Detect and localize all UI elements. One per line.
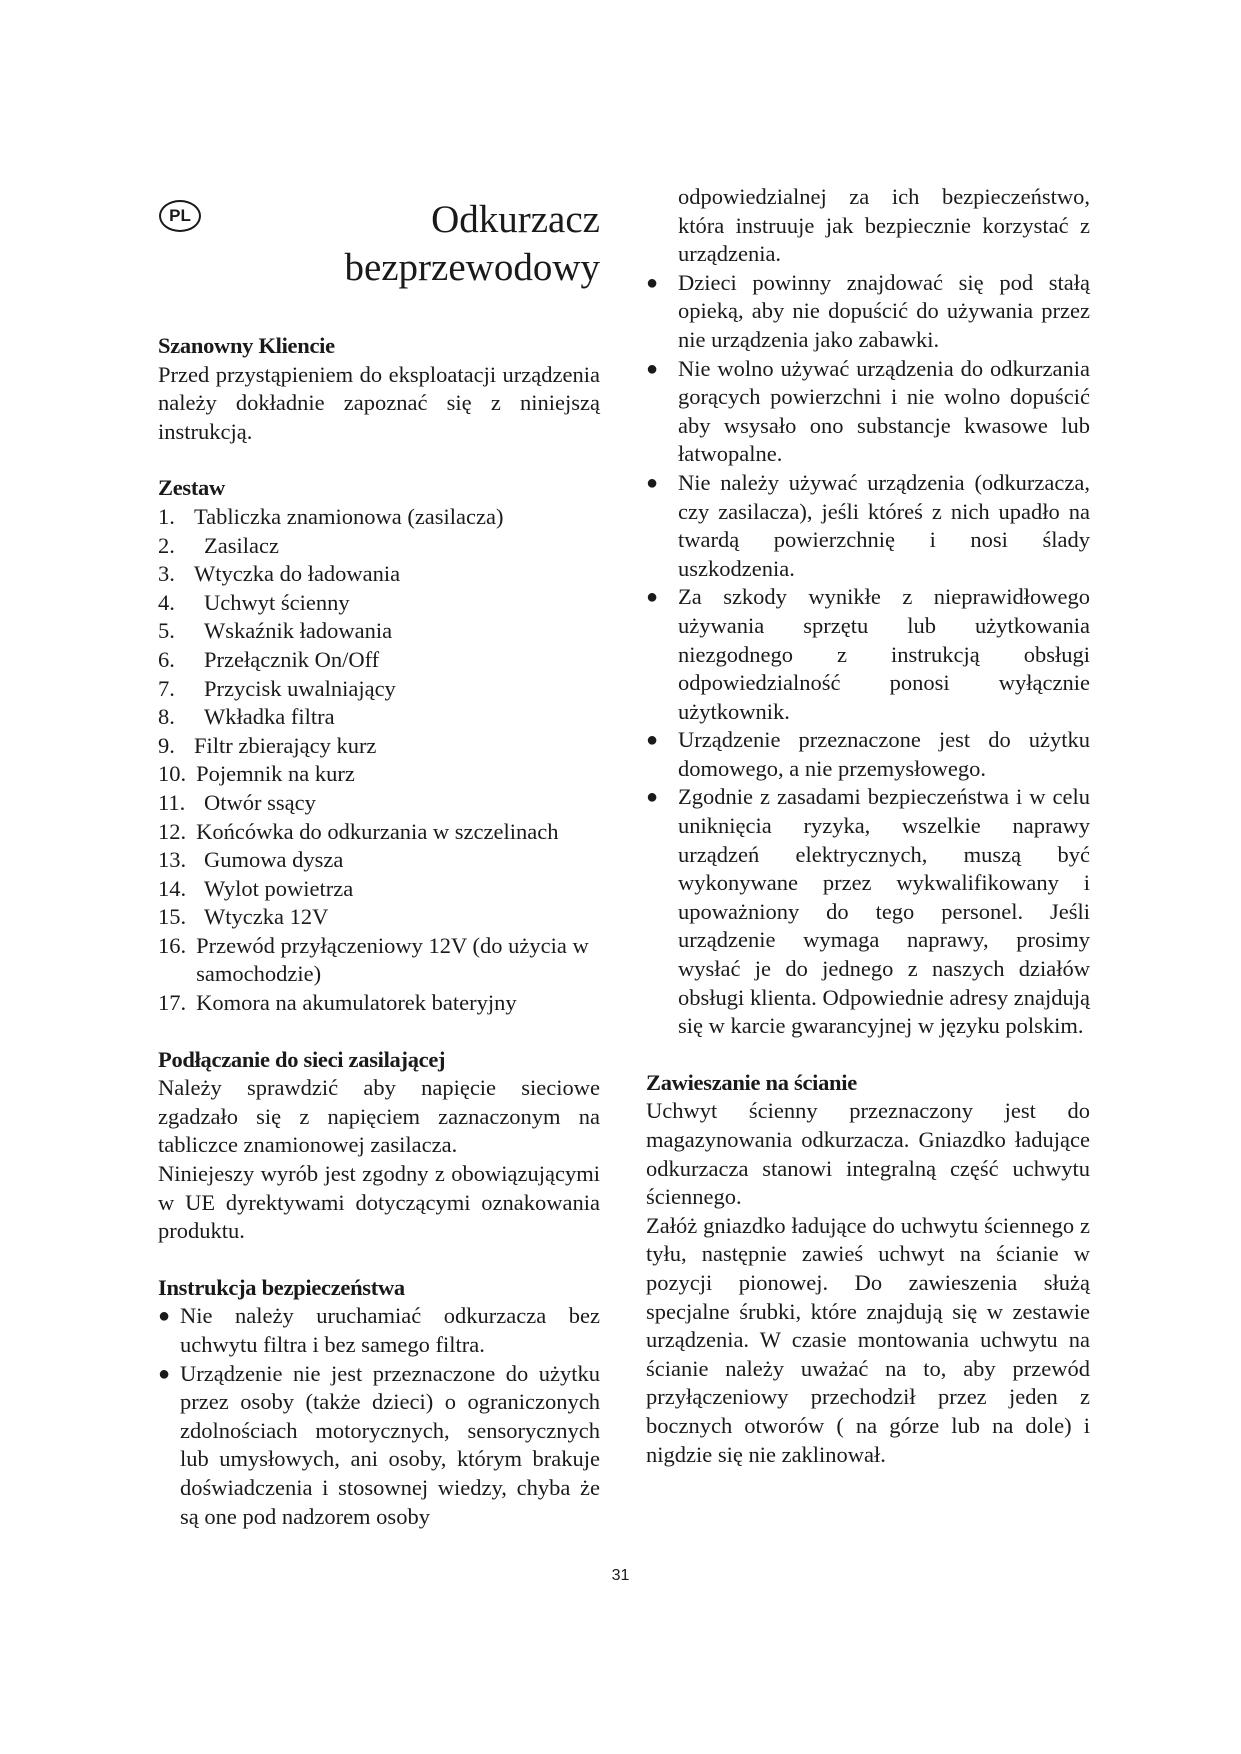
item-number: 1. bbox=[158, 503, 175, 529]
page-title bbox=[158, 196, 600, 292]
list-item bbox=[158, 1302, 600, 1359]
bullet-text: Za szkody wynikłe z nieprawidłowego używania sprzętu lub użytkowania niezgodnego z instrukcją obsługi odpowiedzialność ponosi wyłącznie użytkownik. bbox=[678, 584, 1090, 724]
item-text: Końcówka do odkurzania w szczelinach bbox=[196, 818, 559, 844]
item-text: Filtr zbierający kurz bbox=[194, 732, 377, 758]
list-item bbox=[158, 932, 600, 989]
item-number: 5. bbox=[158, 618, 175, 644]
item-number: 11. bbox=[158, 789, 186, 815]
list-item bbox=[158, 589, 600, 618]
bullet-text: Nie należy używać urządzenia (odkurzacza, czy zasilacza), jeśli któreś z nich upadło na twardą powierzchnię i nosi ślady uszkodzenia. bbox=[678, 469, 1090, 581]
item-text: Komora na akumulatorek bateryjny bbox=[196, 990, 517, 1016]
item-number: 10. bbox=[158, 761, 187, 787]
right-column bbox=[646, 184, 1090, 1469]
item-text: Uchwyt ścienny bbox=[204, 589, 350, 615]
list-item bbox=[158, 1360, 600, 1532]
mains-text-2: Niniejeszy wyrób jest zgodny z obowiązującymi w UE dyrektywami dotyczącymi oznakowania produktu. bbox=[158, 1161, 600, 1244]
list-item bbox=[158, 560, 600, 589]
list-item bbox=[158, 989, 600, 1018]
bullet-icon: ● bbox=[646, 471, 659, 494]
item-number: 14. bbox=[158, 875, 187, 901]
title-line-1: Odkurzacz bbox=[431, 198, 600, 241]
bullet-continuation: odpowiedzialnej za ich bezpieczeństwo, która instruuje jak bezpiecznie korzystać z urządzenia. bbox=[678, 184, 1090, 267]
kit-list bbox=[158, 503, 600, 1018]
mains-text-1: Należy sprawdzić aby napięcie sieciowe zgadzało się z napięciem zaznaczonym na tabliczce znamionowej zasilacza. bbox=[158, 1075, 600, 1158]
list-item bbox=[646, 355, 1090, 469]
greeting-text: Przed przystąpieniem do eksploatacji urządzenia należy dokładnie zapoznać się z niniejszą instrukcją. bbox=[158, 361, 600, 444]
list-item bbox=[158, 789, 600, 818]
list-item bbox=[158, 503, 600, 532]
title-line-2: bezprzewodowy bbox=[344, 246, 600, 289]
item-number: 2. bbox=[158, 532, 175, 558]
item-number: 13. bbox=[158, 847, 187, 873]
list-item bbox=[158, 532, 600, 561]
item-text: Wskaźnik ładowania bbox=[204, 618, 393, 644]
greeting-heading: Szanowny Kliencie bbox=[158, 333, 335, 358]
mains-section bbox=[158, 1046, 600, 1246]
list-item bbox=[158, 903, 600, 932]
bullet-icon: ● bbox=[646, 586, 659, 609]
safety-heading: Instrukcja bezpieczeństwa bbox=[158, 1274, 405, 1300]
greeting-section bbox=[158, 332, 600, 446]
item-number: 3. bbox=[158, 561, 175, 587]
bullet-text: Urządzenie przeznaczone jest do użytku domowego, a nie przemysłowego. bbox=[678, 727, 1090, 781]
item-text: Przycisk uwalniający bbox=[204, 675, 396, 701]
list-item bbox=[158, 846, 600, 875]
item-text: Pojemnik na kurz bbox=[196, 761, 355, 787]
list-item bbox=[646, 583, 1090, 726]
item-text: Wylot powietrza bbox=[204, 875, 354, 901]
item-number: 15. bbox=[158, 904, 187, 930]
bullet-icon: ● bbox=[646, 357, 659, 380]
wall-heading: Zawieszanie na ścianie bbox=[646, 1069, 857, 1095]
bullet-text: Urządzenie nie jest przeznaczone do użytku przez osoby (także dzieci) o ograniczonych zdolnościach motorycznych, sensorycznych lub umysłowych, ani osoby, którym brakuje doświadczenia i stosownej wiedzy, chyba że są one pod nadzorem osoby bbox=[180, 1360, 600, 1529]
bullet-text: Nie należy uruchamiać odkurzacza bez uchwytu filtra i bez samego filtra. bbox=[180, 1303, 600, 1357]
list-item bbox=[646, 783, 1090, 1040]
bullet-icon: ● bbox=[646, 786, 659, 809]
list-item bbox=[646, 269, 1090, 355]
list-item bbox=[158, 617, 600, 646]
bullet-text: Dzieci powinny znajdować się pod stałą opieką, aby nie dopuścić do używania przez nie urządzenia jako zabawki. bbox=[678, 269, 1090, 352]
list-item bbox=[646, 469, 1090, 583]
list-item bbox=[158, 646, 600, 675]
item-number: 9. bbox=[158, 732, 175, 758]
item-number: 7. bbox=[158, 675, 175, 701]
kit-heading: Zestaw bbox=[158, 475, 225, 501]
page-number: 31 bbox=[611, 1567, 630, 1584]
item-text: Zasilacz bbox=[204, 532, 279, 558]
item-text: Wtyczka 12V bbox=[204, 904, 329, 930]
bullet-icon: ● bbox=[158, 1305, 171, 1328]
wall-text-2: Załóż gniazdko ładujące do uchwytu ściennego z tyłu, następnie zawieś uchwyt na ścianie w pozycji pionowej. Do zawieszenia służą specjalne śrubki, które znajdują się w zestawie urządzenia. W czasie montowania uchwytu na ścianie należy uważać na to, aby przewód przyłączeniowy przechodził przez jeden z bocznych otworów ( na górze lub na dole) i nigdzie się nie zaklinował. bbox=[646, 1212, 1090, 1467]
item-number: 16. bbox=[158, 932, 187, 958]
safety-list-continued bbox=[646, 269, 1090, 1041]
item-number: 12. bbox=[158, 818, 187, 844]
list-item bbox=[158, 703, 600, 732]
list-item bbox=[158, 818, 600, 847]
list-item bbox=[158, 875, 600, 904]
mains-heading: Podłączanie do sieci zasilającej bbox=[158, 1046, 446, 1072]
safety-list bbox=[158, 1302, 600, 1531]
item-number: 4. bbox=[158, 589, 175, 615]
wall-text-1: Uchwyt ścienny przeznaczony jest do magazynowania odkurzacza. Gniazdko ładujące odkurzacza stanowi integralną część uchwytu ściennego. bbox=[646, 1098, 1090, 1210]
bullet-icon: ● bbox=[646, 271, 659, 294]
item-text: Tabliczka znamionowa (zasilacza) bbox=[194, 503, 504, 529]
item-text: Przełącznik On/Off bbox=[204, 646, 380, 672]
item-text: Przewód przyłączeniowy 12V (do użycia w samochodzie) bbox=[196, 932, 589, 987]
list-item bbox=[158, 760, 600, 789]
bullet-text: Nie wolno używać urządzenia do odkurzania gorących powierzchni i nie wolno dopuścić aby wsysało ono substancje kwasowe lub łatwopalne. bbox=[678, 355, 1090, 467]
item-number: 17. bbox=[158, 990, 187, 1016]
item-text: Gumowa dysza bbox=[204, 847, 344, 873]
bullet-icon: ● bbox=[158, 1362, 171, 1385]
bullet-text: Zgodnie z zasadami bezpieczeństwa i w celu uniknięcia ryzyka, wszelkie naprawy urządzeń elektrycznych, muszą być wykonywane przez wykwalifikowany i upoważniony do tego personel. Jeśli urządzenie wymaga naprawy, prosimy wysłać je do jednego z naszych działów obsługi klienta. Odpowiednie adresy znajdują się w karcie gwarancyjnej w języku polskim. bbox=[678, 784, 1090, 1039]
item-text: Wtyczka do ładowania bbox=[194, 561, 401, 587]
item-text: Otwór ssący bbox=[204, 789, 316, 815]
list-item bbox=[646, 726, 1090, 783]
left-column bbox=[158, 196, 600, 1531]
language-badge: PL bbox=[159, 200, 201, 232]
list-item bbox=[158, 675, 600, 704]
list-item bbox=[158, 732, 600, 761]
bullet-icon: ● bbox=[646, 729, 659, 752]
item-number: 6. bbox=[158, 646, 175, 672]
item-number: 8. bbox=[158, 704, 175, 730]
item-text: Wkładka filtra bbox=[204, 704, 335, 730]
